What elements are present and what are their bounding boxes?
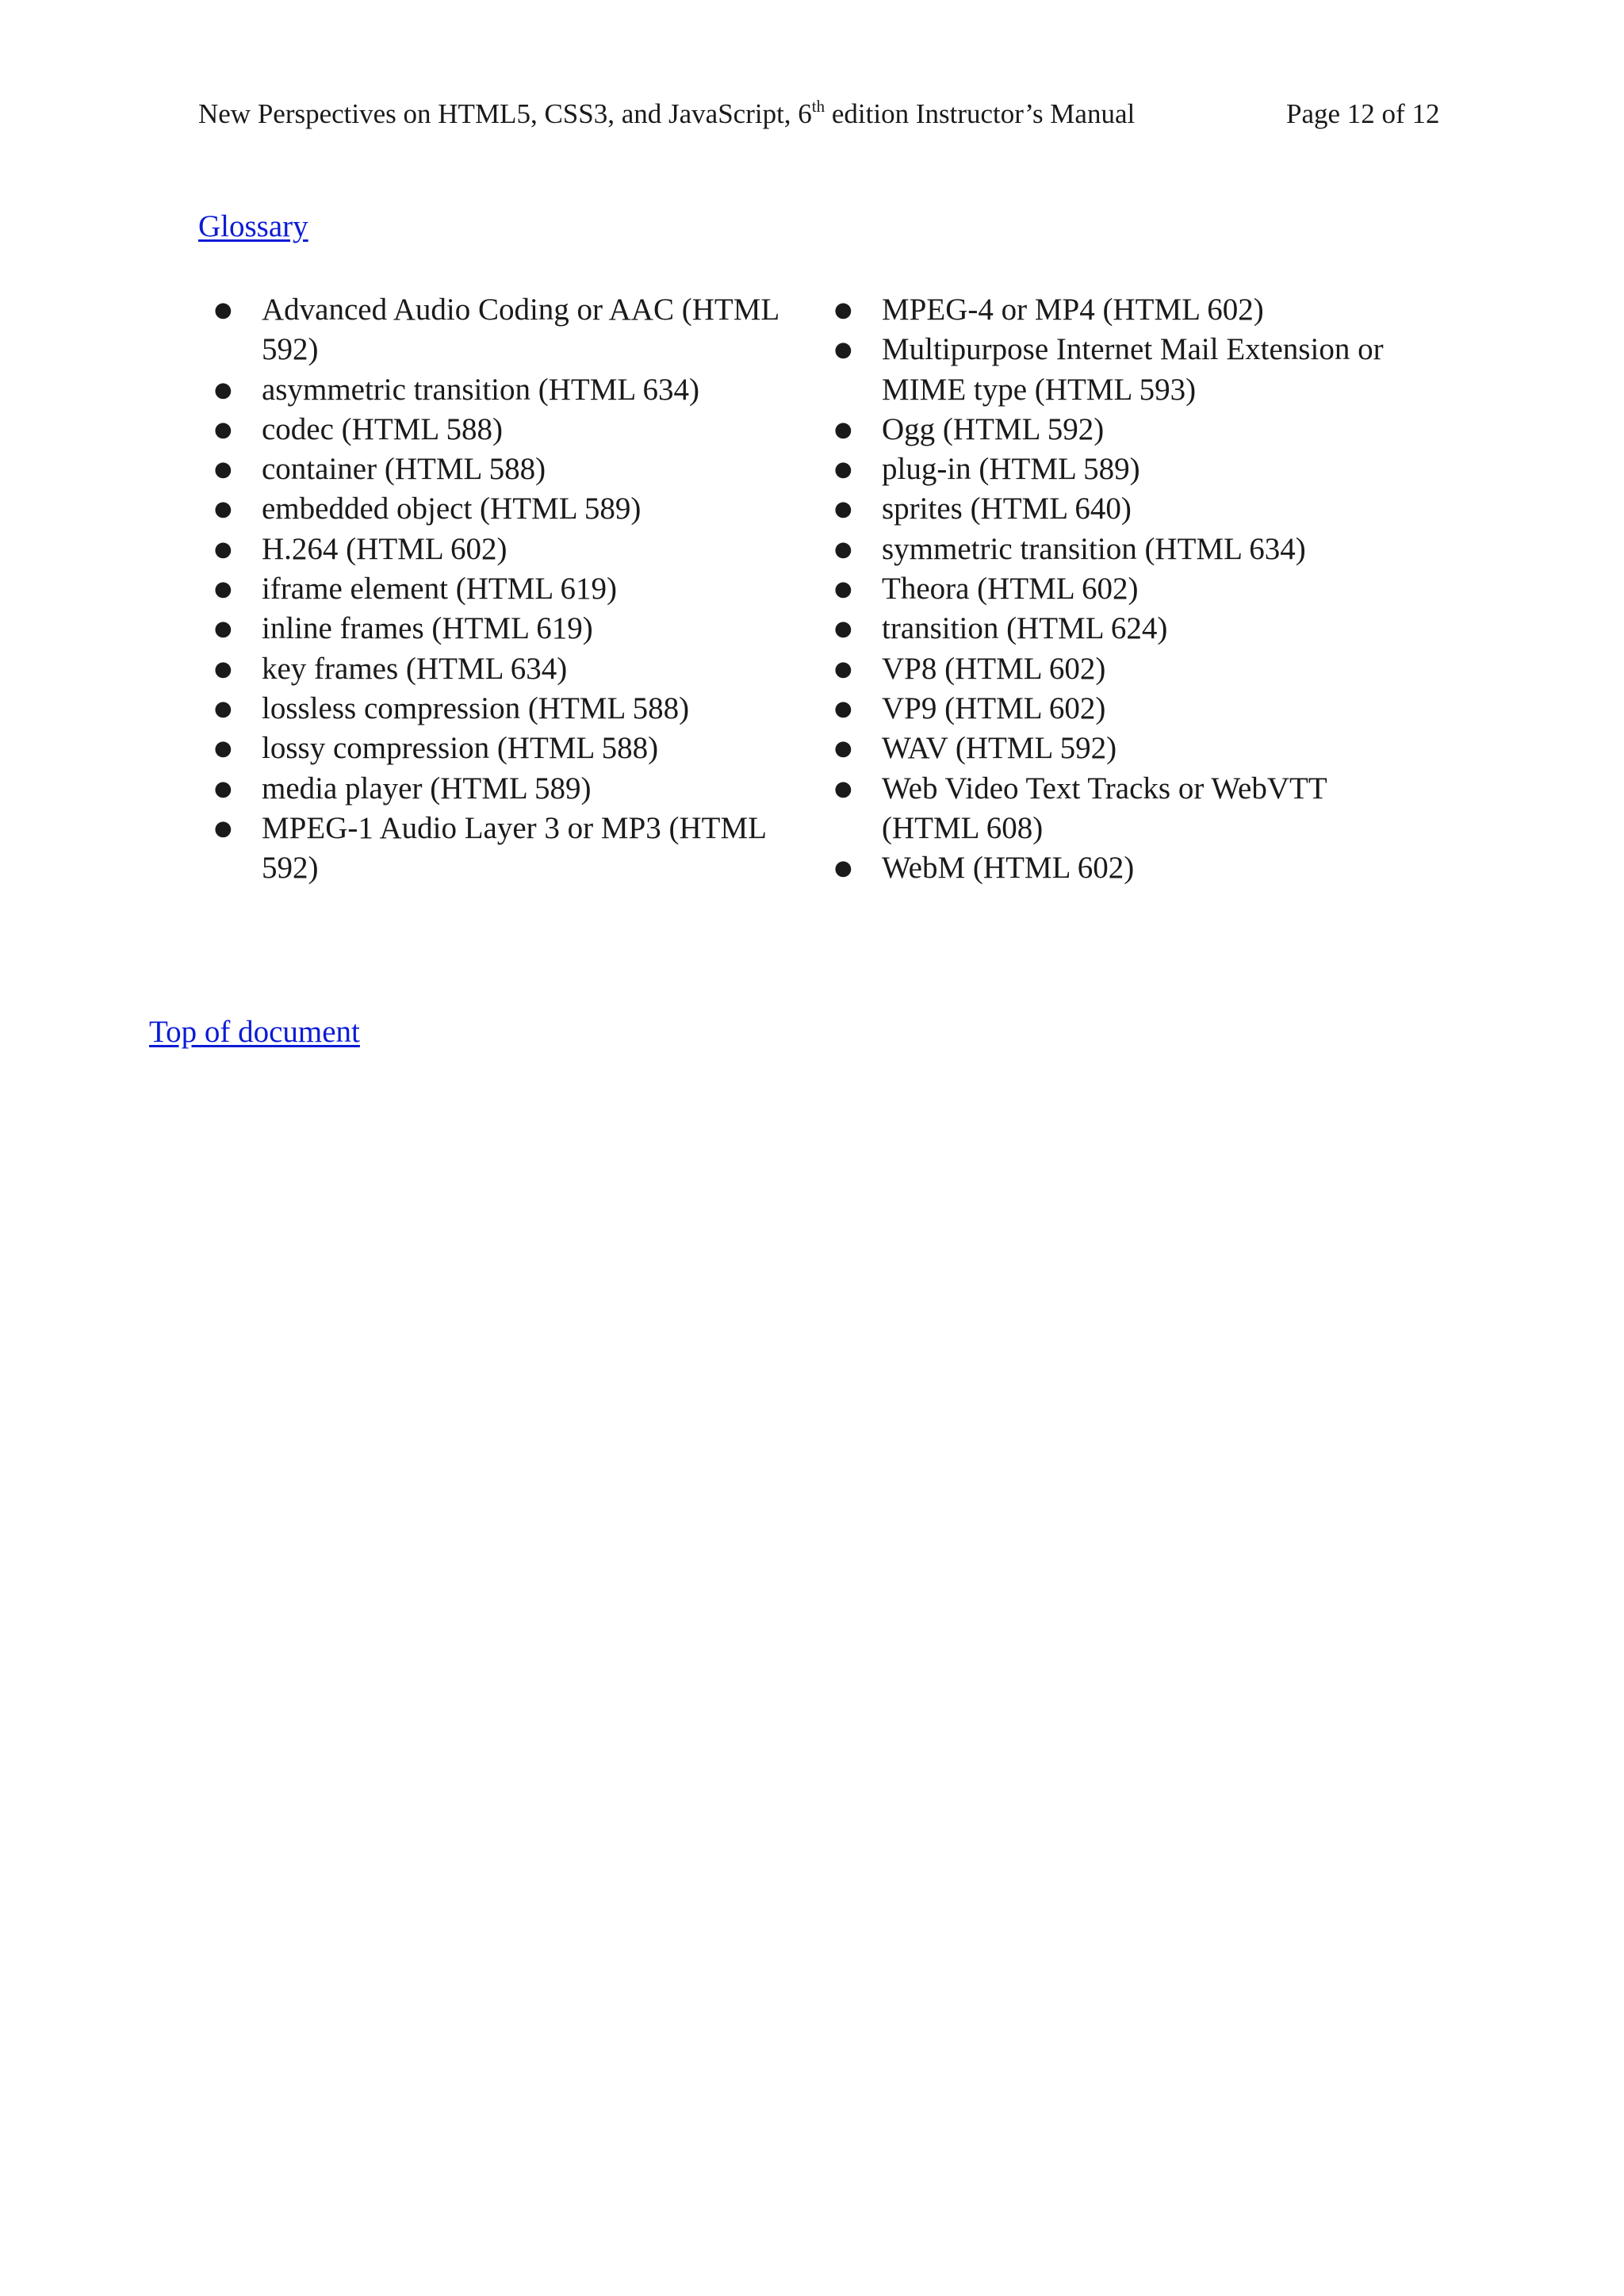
bullet-icon: ●: [834, 338, 852, 362]
glossary-item: [834, 609, 1421, 649]
bullet-icon: ●: [214, 776, 232, 801]
glossary-term: sprites (HTML 640): [882, 492, 1132, 526]
glossary-term: transition (HTML 624): [882, 611, 1168, 646]
glossary-item: [834, 848, 1421, 888]
glossary-item: [214, 809, 793, 889]
glossary-term: key frames (HTML 634): [262, 651, 568, 686]
bullet-icon: ●: [834, 417, 852, 442]
header-title-suffix: edition Instructor’s Manual: [825, 98, 1136, 129]
bullet-icon: ●: [834, 856, 852, 881]
header-title-text: New Perspectives on HTML5, CSS3, and JavaScript, 6: [198, 98, 812, 129]
bullet-icon: ●: [214, 656, 232, 681]
glossary-term: lossy compression (HTML 588): [262, 731, 659, 766]
glossary-item: [834, 450, 1421, 489]
glossary-term: plug-in (HTML 589): [882, 452, 1140, 487]
glossary-term: asymmetric transition (HTML 634): [262, 372, 700, 407]
glossary-term: symmetric transition (HTML 634): [882, 531, 1306, 566]
glossary-item: [214, 729, 793, 768]
glossary-item: [214, 649, 793, 689]
bullet-icon: ●: [834, 457, 852, 482]
glossary-item: [834, 769, 1421, 849]
glossary-term: inline frames (HTML 619): [262, 611, 593, 646]
glossary-term: embedded object (HTML 589): [262, 492, 642, 526]
glossary-term: VP8 (HTML 602): [882, 651, 1106, 686]
glossary-item: [834, 410, 1421, 450]
bullet-icon: ●: [834, 298, 852, 322]
header-title-superscript: th: [811, 97, 825, 116]
glossary-term: Web Video Text Tracks or WebVTT (HTML 608): [882, 771, 1327, 845]
glossary-list-left: [214, 290, 793, 888]
page-number: Page 12 of 12: [1286, 98, 1440, 129]
glossary-item: [214, 450, 793, 489]
glossary-term: container (HTML 588): [262, 452, 546, 487]
top-of-document-link[interactable]: Top of document: [149, 1015, 360, 1049]
bullet-icon: ●: [214, 497, 232, 522]
glossary-term: iframe element (HTML 619): [262, 572, 617, 607]
glossary-term: Theora (HTML 602): [882, 572, 1139, 607]
glossary-item: [214, 489, 793, 529]
glossary-item: [834, 729, 1421, 768]
glossary-term: Ogg (HTML 592): [882, 411, 1105, 446]
glossary-item: [834, 489, 1421, 529]
glossary-term: Multipurpose Internet Mail Extension or MIME type (HTML 593): [882, 332, 1384, 407]
bullet-icon: ●: [834, 776, 852, 801]
glossary-item: [214, 410, 793, 450]
glossary-term: VP9 (HTML 602): [882, 691, 1106, 725]
bullet-icon: ●: [214, 696, 232, 721]
bullet-icon: ●: [214, 816, 232, 840]
bullet-icon: ●: [214, 457, 232, 482]
glossary-item: [214, 769, 793, 809]
bullet-icon: ●: [834, 656, 852, 681]
bullet-icon: ●: [834, 617, 852, 641]
glossary-item: [214, 530, 793, 569]
glossary-term: lossless compression (HTML 588): [262, 691, 690, 725]
glossary-item: [834, 649, 1421, 689]
glossary-term: MPEG-4 or MP4 (HTML 602): [882, 293, 1264, 327]
glossary-item: [834, 530, 1421, 569]
bullet-icon: ●: [214, 298, 232, 322]
glossary-item: [834, 330, 1421, 410]
bullet-icon: ●: [834, 537, 852, 561]
glossary-term: codec (HTML 588): [262, 411, 503, 446]
glossary-item: [834, 569, 1421, 609]
bullet-icon: ●: [214, 417, 232, 442]
glossary-item: [834, 290, 1421, 330]
glossary-term: WAV (HTML 592): [882, 731, 1117, 766]
glossary-term: H.264 (HTML 602): [262, 531, 508, 566]
glossary-item: [214, 370, 793, 410]
bullet-icon: ●: [214, 617, 232, 641]
bullet-icon: ●: [214, 737, 232, 761]
glossary-item: [834, 689, 1421, 729]
glossary-item: [214, 290, 793, 370]
glossary-item: [214, 609, 793, 649]
bullet-icon: ●: [834, 577, 852, 602]
bullet-icon: ●: [834, 696, 852, 721]
bullet-icon: ●: [214, 577, 232, 602]
glossary-term: MPEG-1 Audio Layer 3 or MP3 (HTML 592): [262, 810, 766, 886]
running-header-title: [198, 97, 1135, 132]
glossary-item: [214, 689, 793, 729]
bullet-icon: ●: [214, 377, 232, 402]
glossary-term: Advanced Audio Coding or AAC (HTML 592): [262, 293, 779, 367]
glossary-item: [214, 569, 793, 609]
glossary-heading-link[interactable]: Glossary: [198, 209, 308, 243]
glossary-term: WebM (HTML 602): [882, 851, 1135, 886]
glossary-list-right: [834, 290, 1421, 888]
bullet-icon: ●: [834, 737, 852, 761]
bullet-icon: ●: [834, 497, 852, 522]
bullet-icon: ●: [214, 537, 232, 561]
glossary-term: media player (HTML 589): [262, 771, 592, 806]
